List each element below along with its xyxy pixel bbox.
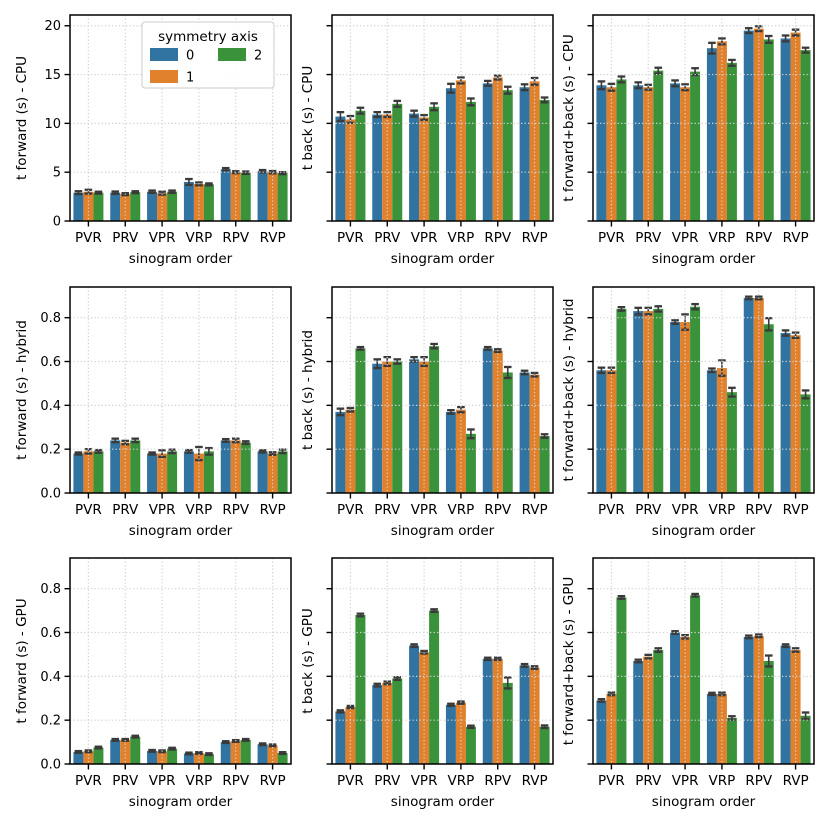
x-tick-label: VPR bbox=[148, 230, 176, 246]
error-bar bbox=[728, 60, 736, 66]
bar-RVP-axis2 bbox=[801, 50, 811, 221]
bar-RPV-axis0 bbox=[744, 637, 754, 764]
error-bar bbox=[410, 111, 418, 117]
bar-RVP-axis0 bbox=[781, 333, 791, 493]
bar-VPR-axis2 bbox=[167, 451, 177, 493]
bar-VPR-axis2 bbox=[690, 595, 700, 764]
bar-VPR-axis2 bbox=[429, 611, 439, 764]
bar-RPV-axis1 bbox=[754, 298, 764, 493]
bar-PVR-axis2 bbox=[616, 597, 626, 764]
error-bar bbox=[728, 716, 736, 720]
y-axis-label: t forward+back (s) - CPU bbox=[561, 34, 577, 202]
legend-swatch-axis2 bbox=[218, 48, 246, 61]
y-axis-label: t forward+back (s) - GPU bbox=[561, 576, 577, 746]
bar-VRP-axis0 bbox=[446, 705, 456, 764]
bar-RVP-axis0 bbox=[258, 744, 268, 764]
bar-PRV-axis0 bbox=[110, 440, 120, 493]
bar-VRP-axis2 bbox=[727, 392, 737, 493]
error-bar bbox=[95, 747, 103, 749]
y-tick-label: 0.8 bbox=[40, 311, 61, 327]
bar-PRV-axis2 bbox=[653, 309, 663, 493]
bar-PRV-axis2 bbox=[392, 362, 402, 493]
bar-RPV-axis2 bbox=[241, 443, 251, 493]
error-bar bbox=[279, 172, 287, 174]
bar-PVR-axis2 bbox=[355, 348, 365, 493]
error-bar bbox=[745, 297, 753, 300]
y-tick-label: 0.6 bbox=[40, 355, 61, 370]
bar-VPR-axis0 bbox=[409, 646, 419, 764]
legend-swatch-axis1 bbox=[150, 70, 178, 83]
x-tick-label: RPV bbox=[484, 502, 512, 518]
error-bar bbox=[259, 450, 267, 452]
x-tick-label: VPR bbox=[148, 773, 176, 789]
bar-VPR-axis0 bbox=[147, 192, 157, 221]
bar-PRV-axis2 bbox=[130, 440, 140, 493]
legend-label: 2 bbox=[254, 48, 263, 64]
x-tick-label: VPR bbox=[148, 502, 176, 518]
x-tick-label: RPV bbox=[745, 230, 773, 246]
bar-PVR-axis0 bbox=[596, 700, 606, 764]
error-bar bbox=[765, 36, 773, 43]
x-tick-label: PRV bbox=[374, 230, 401, 246]
bar-VPR-axis1 bbox=[680, 637, 690, 764]
x-tick-label: VPR bbox=[410, 502, 438, 518]
bar-RVP-axis2 bbox=[278, 451, 288, 493]
x-axis-label: sinogram order bbox=[651, 251, 756, 267]
x-tick-label: PRV bbox=[635, 502, 662, 518]
bar-PVR-axis0 bbox=[335, 412, 345, 493]
error-bar bbox=[373, 684, 381, 687]
x-tick-label: RVP bbox=[782, 773, 809, 789]
bar-RVP-axis2 bbox=[540, 727, 550, 764]
bar-PVR-axis0 bbox=[596, 370, 606, 493]
error-bar bbox=[410, 357, 418, 361]
x-axis-label: sinogram order bbox=[128, 523, 233, 539]
x-tick-label: RPV bbox=[222, 502, 250, 518]
bar-RPV-axis0 bbox=[221, 742, 231, 764]
bar-RVP-axis2 bbox=[540, 436, 550, 493]
bar-PRV-axis1 bbox=[120, 443, 130, 493]
error-bar bbox=[75, 751, 83, 753]
x-tick-label: RVP bbox=[521, 230, 548, 246]
bar-PVR-axis2 bbox=[616, 79, 626, 221]
x-tick-label: VRP bbox=[708, 502, 736, 518]
bar-PRV-axis0 bbox=[110, 193, 120, 221]
error-bar bbox=[337, 710, 345, 712]
bar-RPV-axis0 bbox=[744, 298, 754, 493]
x-tick-label: RPV bbox=[745, 502, 773, 518]
error-bar bbox=[598, 699, 606, 702]
x-tick-label: PRV bbox=[112, 230, 139, 246]
bar-PVR-axis0 bbox=[335, 117, 345, 221]
subplot-t-back-gpu bbox=[300, 558, 553, 810]
error-bar bbox=[755, 26, 763, 31]
error-bar bbox=[185, 753, 193, 755]
x-tick-label: PVR bbox=[598, 773, 625, 789]
bar-RPV-axis0 bbox=[221, 169, 231, 221]
y-axis-label: t forward (s) - CPU bbox=[14, 55, 30, 181]
x-axis-label: sinogram order bbox=[390, 523, 495, 539]
legend-label: 0 bbox=[186, 48, 195, 64]
error-bar bbox=[222, 168, 230, 170]
x-tick-label: VRP bbox=[447, 773, 475, 789]
legend bbox=[142, 22, 274, 88]
y-axis-label: t forward (s) - hybrid bbox=[14, 320, 30, 460]
bar-RVP-axis2 bbox=[801, 716, 811, 764]
error-bar bbox=[168, 748, 176, 750]
x-tick-label: PVR bbox=[75, 230, 102, 246]
bar-RPV-axis0 bbox=[744, 31, 754, 221]
error-bar bbox=[357, 108, 365, 114]
error-bar bbox=[521, 84, 529, 90]
bar-RPV-axis0 bbox=[483, 659, 493, 764]
subplot-t-forward-hybrid bbox=[14, 287, 291, 539]
bar-VPR-axis0 bbox=[670, 322, 680, 493]
bar-PRV-axis0 bbox=[372, 364, 382, 493]
x-axis-label: sinogram order bbox=[128, 251, 233, 267]
error-bar bbox=[205, 753, 213, 755]
y-axis-label: t forward (s) - GPU bbox=[14, 598, 30, 724]
x-tick-label: PVR bbox=[337, 230, 364, 246]
y-tick-label: 0.2 bbox=[40, 713, 61, 729]
bar-PRV-axis2 bbox=[392, 679, 402, 764]
error-bar bbox=[504, 87, 512, 94]
y-tick-label: 10 bbox=[44, 116, 61, 132]
bar-RVP-axis0 bbox=[520, 665, 530, 764]
bar-PVR-axis0 bbox=[335, 711, 345, 764]
bar-PVR-axis0 bbox=[73, 454, 83, 493]
x-tick-label: PVR bbox=[598, 230, 625, 246]
bar-RPV-axis2 bbox=[764, 39, 774, 221]
error-bar bbox=[410, 644, 418, 647]
bar-VRP-axis0 bbox=[707, 370, 717, 493]
bar-PVR-axis2 bbox=[355, 615, 365, 764]
bar-RVP-axis0 bbox=[258, 451, 268, 493]
subplot-t-forward-back-hybrid bbox=[561, 287, 814, 539]
y-axis-label: t back (s) - GPU bbox=[300, 608, 316, 714]
error-bar bbox=[222, 741, 230, 743]
x-tick-label: RPV bbox=[222, 230, 250, 246]
error-bar bbox=[521, 371, 529, 375]
error-bar bbox=[111, 739, 119, 741]
x-tick-label: PVR bbox=[337, 773, 364, 789]
x-tick-label: VRP bbox=[708, 773, 736, 789]
x-axis-label: sinogram order bbox=[651, 794, 756, 810]
bar-RPV-axis2 bbox=[241, 173, 251, 221]
subplot-t-forward-back-gpu bbox=[561, 558, 814, 810]
error-bar bbox=[634, 308, 642, 315]
bar-VRP-axis0 bbox=[446, 412, 456, 493]
x-tick-label: VPR bbox=[410, 230, 438, 246]
bar-VRP-axis0 bbox=[707, 48, 717, 221]
bar-VRP-axis2 bbox=[727, 718, 737, 764]
x-tick-label: RVP bbox=[259, 773, 286, 789]
x-tick-label: PRV bbox=[635, 773, 662, 789]
y-tick-label: 0.4 bbox=[40, 398, 61, 414]
x-axis-label: sinogram order bbox=[651, 523, 756, 539]
bar-VRP-axis1 bbox=[717, 694, 727, 764]
bar-PRV-axis0 bbox=[633, 661, 643, 764]
bar-RPV-axis2 bbox=[241, 740, 251, 764]
error-bar bbox=[654, 68, 662, 74]
error-bar bbox=[802, 713, 810, 720]
y-tick-label: 5 bbox=[52, 165, 61, 181]
x-tick-label: RVP bbox=[521, 502, 548, 518]
subplot-t-back-cpu bbox=[300, 15, 553, 267]
bar-VRP-axis2 bbox=[204, 184, 214, 221]
error-bar bbox=[131, 736, 139, 738]
x-tick-label: VRP bbox=[185, 502, 213, 518]
bar-VPR-axis0 bbox=[409, 114, 419, 221]
bar-RVP-axis2 bbox=[540, 100, 550, 221]
bar-RVP-axis0 bbox=[781, 646, 791, 764]
x-tick-label: VPR bbox=[671, 502, 699, 518]
bar-VRP-axis2 bbox=[466, 727, 476, 764]
error-bar bbox=[357, 614, 365, 617]
bar-VPR-axis0 bbox=[147, 454, 157, 493]
x-tick-label: RVP bbox=[259, 502, 286, 518]
subplot-t-forward-back-cpu bbox=[561, 15, 814, 267]
bar-PRV-axis0 bbox=[110, 740, 120, 764]
subplot-t-back-hybrid bbox=[300, 287, 553, 539]
bar-PVR-axis1 bbox=[83, 192, 93, 221]
bar-PVR-axis2 bbox=[93, 748, 103, 764]
error-bar bbox=[242, 739, 250, 741]
error-bar bbox=[148, 750, 156, 752]
error-bar bbox=[195, 752, 203, 754]
y-tick-label: 0.4 bbox=[40, 669, 61, 685]
bar-VRP-axis2 bbox=[204, 451, 214, 493]
error-bar bbox=[111, 192, 119, 194]
bar-RVP-axis2 bbox=[278, 173, 288, 221]
bar-RVP-axis0 bbox=[258, 171, 268, 221]
bar-PVR-axis1 bbox=[606, 694, 616, 764]
x-tick-label: VRP bbox=[708, 230, 736, 246]
bar-VRP-axis0 bbox=[184, 451, 194, 493]
x-axis-label: sinogram order bbox=[128, 794, 233, 810]
x-tick-label: VRP bbox=[447, 230, 475, 246]
bar-PVR-axis2 bbox=[616, 309, 626, 493]
bar-PVR-axis0 bbox=[596, 85, 606, 221]
x-tick-label: PVR bbox=[598, 502, 625, 518]
error-bar bbox=[205, 183, 213, 185]
y-tick-label: 20 bbox=[44, 19, 61, 35]
gridlines bbox=[70, 558, 291, 764]
error-bar bbox=[598, 368, 606, 373]
bar-VPR-axis2 bbox=[429, 346, 439, 493]
x-axis-label: sinogram order bbox=[390, 794, 495, 810]
bar-VPR-axis0 bbox=[670, 83, 680, 221]
bar-RVP-axis0 bbox=[520, 87, 530, 221]
bar-VRP-axis2 bbox=[466, 102, 476, 221]
x-tick-label: VPR bbox=[671, 773, 699, 789]
legend-title: symmetry axis bbox=[158, 29, 258, 45]
axes-frame bbox=[70, 558, 291, 764]
bar-RVP-axis0 bbox=[520, 372, 530, 493]
bar-PRV-axis2 bbox=[130, 192, 140, 221]
error-bar bbox=[430, 609, 438, 612]
bar-VRP-axis0 bbox=[707, 694, 717, 764]
x-tick-label: VRP bbox=[185, 773, 213, 789]
bar-RPV-axis0 bbox=[221, 440, 231, 493]
y-tick-label: 0.6 bbox=[40, 626, 61, 641]
bar-VPR-axis2 bbox=[167, 192, 177, 221]
x-tick-label: VPR bbox=[410, 773, 438, 789]
x-tick-label: RPV bbox=[484, 773, 512, 789]
bar-VRP-axis0 bbox=[446, 88, 456, 221]
error-bar bbox=[131, 191, 139, 193]
x-tick-label: PRV bbox=[112, 502, 139, 518]
legend-swatch-axis0 bbox=[150, 48, 178, 61]
error-bar bbox=[95, 192, 103, 194]
bar-PRV-axis0 bbox=[372, 685, 382, 764]
bar-VPR-axis2 bbox=[690, 307, 700, 493]
bar-RPV-axis0 bbox=[483, 83, 493, 221]
error-bar bbox=[185, 179, 193, 185]
bar-PRV-axis2 bbox=[653, 71, 663, 221]
error-bar bbox=[467, 726, 475, 728]
y-tick-label: 15 bbox=[44, 68, 61, 84]
bar-PVR-axis0 bbox=[73, 193, 83, 221]
error-bar bbox=[691, 594, 699, 597]
x-tick-label: VRP bbox=[185, 230, 213, 246]
error-bar bbox=[279, 752, 287, 754]
bar-RVP-axis2 bbox=[801, 394, 811, 493]
bar-RPV-axis2 bbox=[764, 324, 774, 493]
error-bar bbox=[782, 644, 790, 647]
bar-PRV-axis2 bbox=[392, 104, 402, 221]
bar-VPR-axis0 bbox=[670, 633, 680, 764]
error-bar bbox=[75, 191, 83, 194]
error-bar bbox=[708, 693, 716, 695]
x-tick-label: RPV bbox=[484, 230, 512, 246]
x-tick-label: RVP bbox=[782, 502, 809, 518]
y-tick-label: 0.2 bbox=[40, 442, 61, 458]
bar-VRP-axis0 bbox=[184, 182, 194, 221]
bar-PRV-axis0 bbox=[633, 85, 643, 221]
bar-PRV-axis2 bbox=[653, 650, 663, 764]
x-tick-label: RPV bbox=[222, 773, 250, 789]
error-bar bbox=[618, 77, 626, 83]
bar-PRV-axis2 bbox=[130, 737, 140, 764]
x-tick-label: PRV bbox=[374, 502, 401, 518]
legend-label: 1 bbox=[186, 70, 195, 86]
x-tick-label: PRV bbox=[635, 230, 662, 246]
error-bar bbox=[802, 48, 810, 53]
x-tick-label: PRV bbox=[374, 773, 401, 789]
y-axis-label: t forward+back (s) - hybrid bbox=[561, 298, 577, 482]
error-bar bbox=[618, 596, 626, 599]
bar-PVR-axis2 bbox=[93, 193, 103, 221]
x-tick-label: RPV bbox=[745, 773, 773, 789]
bar-RPV-axis2 bbox=[503, 90, 513, 221]
y-axis-label: t back (s) - hybrid bbox=[300, 330, 316, 450]
bar-RPV-axis0 bbox=[483, 348, 493, 493]
y-tick-label: 0 bbox=[52, 214, 61, 230]
x-tick-label: PRV bbox=[112, 773, 139, 789]
bar-VRP-axis2 bbox=[727, 63, 737, 221]
x-tick-label: RVP bbox=[521, 773, 548, 789]
x-tick-label: PVR bbox=[337, 502, 364, 518]
bar-VRP-axis2 bbox=[466, 434, 476, 493]
bar-VPR-axis2 bbox=[690, 72, 700, 221]
x-tick-label: VRP bbox=[447, 502, 475, 518]
y-tick-label: 0.8 bbox=[40, 582, 61, 598]
error-bar bbox=[541, 97, 549, 102]
x-tick-label: RVP bbox=[782, 230, 809, 246]
bar-PVR-axis2 bbox=[93, 451, 103, 493]
x-axis-label: sinogram order bbox=[390, 251, 495, 267]
error-bar bbox=[447, 704, 455, 706]
x-tick-label: PVR bbox=[75, 502, 102, 518]
error-bar bbox=[708, 369, 716, 373]
bar-RPV-axis2 bbox=[503, 372, 513, 493]
error-bar bbox=[484, 658, 492, 660]
x-tick-label: VPR bbox=[671, 230, 699, 246]
y-tick-label: 0.0 bbox=[40, 757, 61, 773]
error-bar bbox=[148, 452, 156, 454]
bar-PVR-axis2 bbox=[355, 111, 365, 221]
y-axis-label: t back (s) - CPU bbox=[300, 65, 316, 171]
bar-PRV-axis0 bbox=[372, 115, 382, 221]
x-tick-label: PVR bbox=[75, 773, 102, 789]
y-tick-label: 0.0 bbox=[40, 486, 61, 502]
bar-VPR-axis0 bbox=[409, 359, 419, 493]
bar-RVP-axis1 bbox=[530, 81, 540, 221]
bar-RVP-axis0 bbox=[781, 38, 791, 221]
error-bar bbox=[259, 743, 267, 745]
bar-RPV-axis2 bbox=[503, 683, 513, 764]
bar-VRP-axis1 bbox=[456, 80, 466, 221]
subplot-t-forward-gpu bbox=[14, 558, 291, 810]
bar-VPR-axis2 bbox=[167, 749, 177, 764]
x-tick-label: RVP bbox=[259, 230, 286, 246]
bar-PRV-axis0 bbox=[633, 311, 643, 493]
error-bar bbox=[75, 452, 83, 454]
error-bar bbox=[242, 441, 250, 444]
